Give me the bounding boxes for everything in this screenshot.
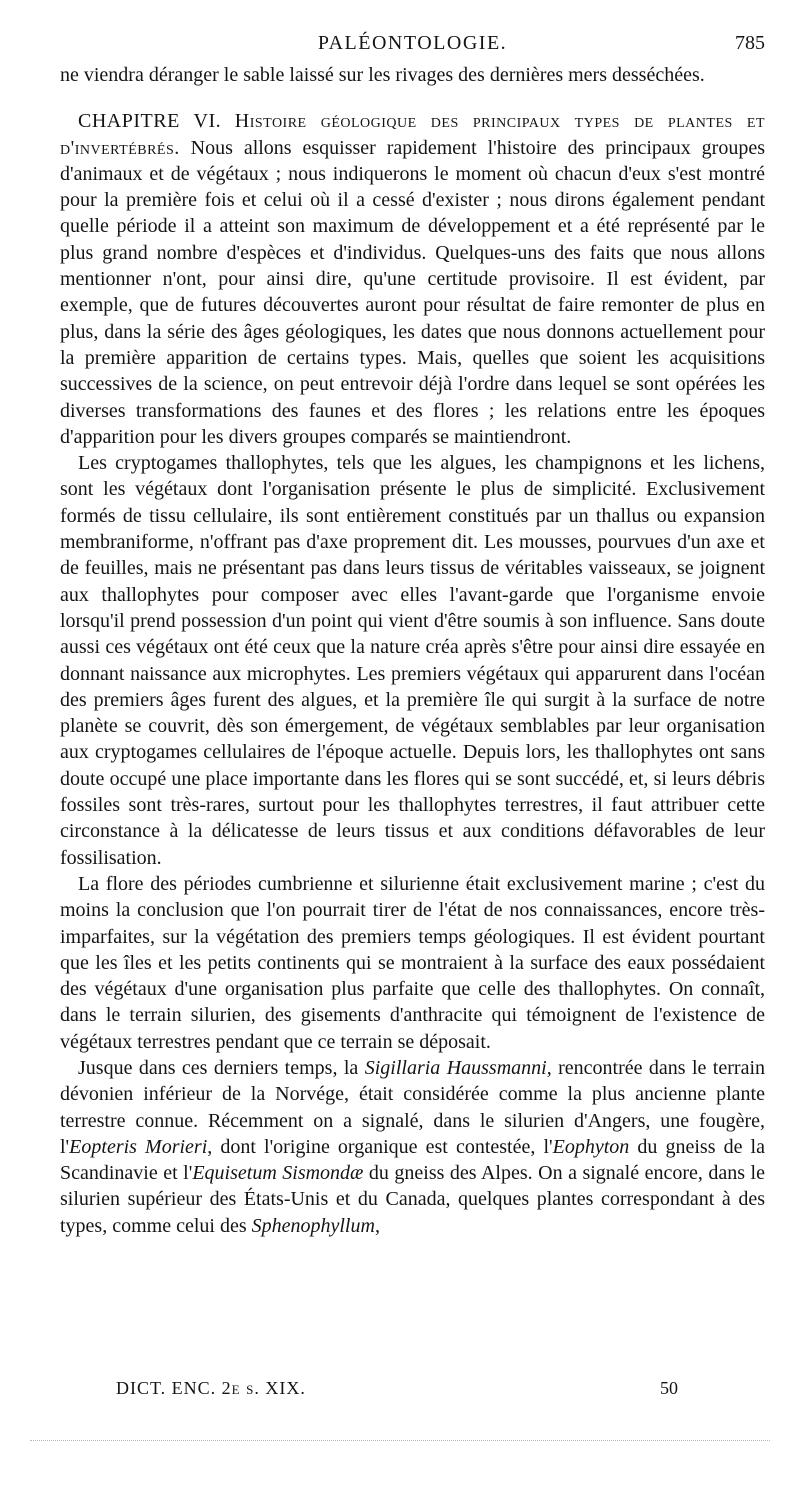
chapter-title: Histoire géologique des principaux types de plantes et d'invertébrés.	[60, 110, 766, 159]
page-number: 785	[735, 32, 765, 54]
species-name: Sphenophyllum	[251, 1214, 375, 1237]
text-run: , rencontrée dans le terrain dévonien inférieur de la Norvége, était considérée comme la plus ancienne plante terrestre connue. Récemment on a signalé, dans le silurien d'Angers, une fougère, l'	[60, 1056, 765, 1158]
species-name: Sigillaria Haussmanni	[364, 1056, 547, 1079]
text-run: Jusque dans ces derniers temps, la	[78, 1056, 365, 1079]
text-run: du gneiss de la Scandinavie et l'	[60, 1135, 765, 1185]
paragraph-thallophytes: Les cryptogames thallophytes, tels que les algues, les champignons et les lichens, sont les végétaux dont l'organisation présente le plus de simplicité. Exclusivement formés de tissu cellulaire, ils sont entièrement constitués par un thallus ou expansion membraniforme, n'offrant pas d'axe proprement dit. Les mousses, pourvues d'un axe et de feuilles, mais ne présentant pas dans leurs tissus de véritables vaisseaux, se joignent aux thallophytes pour composer avec elles l'avant-garde que l'organisme envoie lorsqu'il prend possession d'un point qui vient d'être soumis à son influence. Sans doute aussi ces végétaux ont été ceux que la nature créa après s'être pour ainsi dire essayée en donnant naissance aux microphytes. Les premiers végétaux qui apparurent dans l'océan des premiers âges furent des algues, et la première île qui surgit à la surface de notre planète se couvrit, dès son émergement, de végétaux semblables par leur organisation aux cryptogames cellulaires de l'époque actuelle. Depuis lors, les thallophytes ont sans doute occupé une place importante dans les flores qui se sont succédé, et, si leurs débris fossiles sont très-rares, surtout pour les thallophytes terrestres, il faut attribuer cette circonstance à la délicatesse de leurs tissus et aux conditions défavorables de leur fossilisation.	[60, 452, 765, 869]
paragraph-continuation: ne viendra déranger le sable laissé sur les rivages des dernières mers desséchées.	[60, 64, 705, 86]
printer-signature: DICT. ENC. 2e s. XIX.	[116, 1378, 306, 1398]
species-name: Eophyton	[552, 1135, 630, 1158]
page-header	[60, 32, 765, 58]
species-name: Eopteris Morieri	[69, 1135, 208, 1158]
bottom-dotted-rule	[30, 1440, 770, 1441]
paragraph-ancient-plants	[60, 1055, 765, 1239]
paragraph-silurian-flora: La flore des périodes cumbrienne et silurienne était exclusivement marine ; c'est du moins la conclusion que l'on pourrait tirer de l'état de nos connaissances, encore très-imparfaites, sur la végétation des premiers temps géologiques. Il est évident pourtant que les îles et les petits continents qui se montraient à la surface des eaux possédaient des végétaux d'une organisation plus parfaite que celle des thallophytes. On connaît, dans le terrain silurien, des gisements d'anthracite qui témoignent de l'existence de végétaux terrestres pendant que ce terrain se déposait.	[60, 872, 765, 1053]
text-run: , dont l'origine organique est contestée, l'	[207, 1135, 553, 1158]
running-title: PALÉONTOLOGIE.	[317, 32, 508, 54]
paragraph-chapter-intro	[60, 108, 765, 450]
text-run: ,	[374, 1214, 380, 1237]
sheet-number: 50	[660, 1378, 678, 1398]
species-name: Equisetum Sismondæ	[192, 1162, 364, 1185]
text-run: du gneiss des Alpes. On a signalé encore, dans le silurien supérieur des États-Unis et du Canada, quelques plantes correspondant à des types, comme celui des	[60, 1162, 765, 1237]
page-footer	[60, 1378, 765, 1402]
body-text	[60, 62, 765, 1239]
chapter-label: CHAPITRE VI.	[78, 110, 222, 133]
chapter-intro-text: Nous allons esquisser rapidement l'histoire des principaux groupes d'animaux et de végétaux ; nous indiquerons le moment où chacun d'eux s'est montré pour la première fois et celui où il a cessé d'exister ; nous dirons également pendant quelle période il a atteint son maximum de développement et a été représenté par le plus grand nombre d'espèces et d'individus. Quelques-uns des faits que nous allons mentionner n'ont, pour ainsi dire, qu'une certitude provisoire. Il est évident, par exemple, que de futures découvertes auront pour résultat de faire remonter de plus en plus, dans la série des âges géologiques, les dates que nous donnons actuellement pour la première apparition de certains types. Mais, quelles que soient les acquisitions successives de la science, on peut entrevoir déjà l'ordre dans lequel se sont opérées les diverses transformations des faunes et des flores ; les relations entre les époques d'apparition pour les divers groupes comparés se maintiendront.	[60, 136, 765, 448]
